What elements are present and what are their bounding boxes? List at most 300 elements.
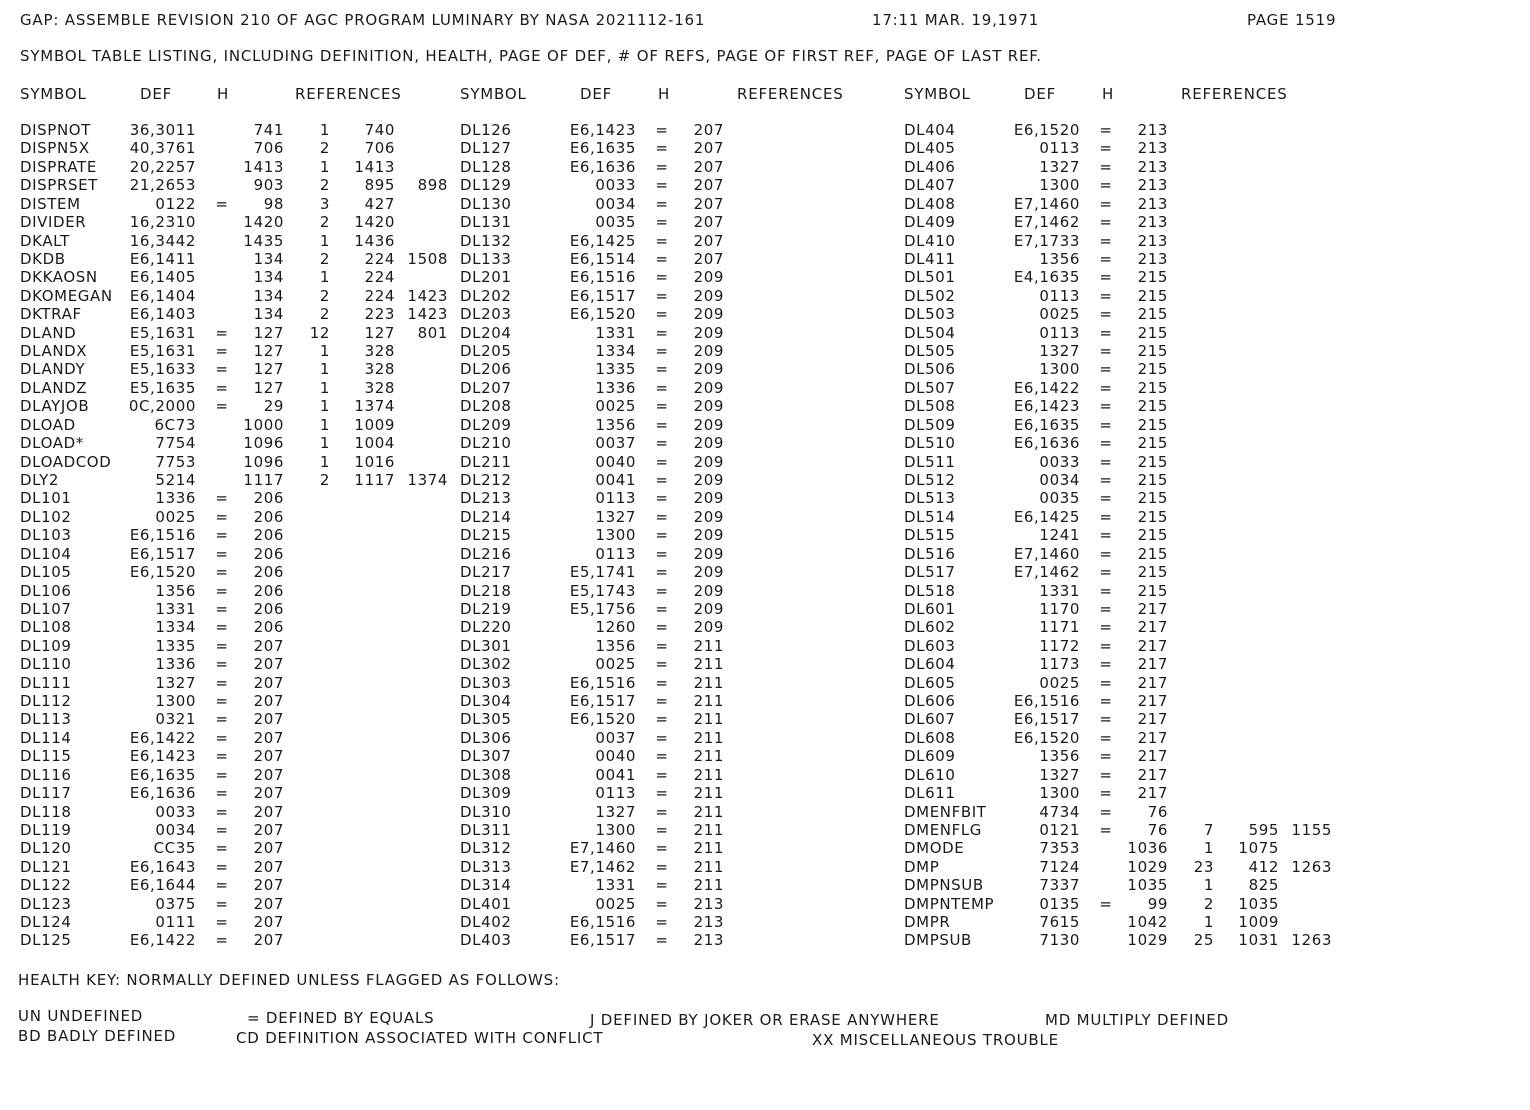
cell-ref-count: 2 [319, 213, 330, 232]
cell-symbol: DL406 [904, 157, 956, 176]
cell-def-page: 1036 [1127, 839, 1168, 858]
cell-health: = [215, 599, 229, 618]
cell-symbol: DL501 [904, 268, 956, 287]
cell-symbol: DL208 [460, 397, 512, 416]
cell-def: 7124 [1039, 857, 1080, 876]
cell-def: E6,1516 [129, 526, 196, 545]
cell-def-page: 206 [253, 563, 284, 582]
cell-first-ref: 1009 [1238, 913, 1279, 932]
cell-symbol: DL124 [20, 913, 72, 932]
cell-symbol: DL605 [904, 673, 956, 692]
cell-def-page: 209 [693, 563, 724, 582]
cell-symbol: DMPNSUB [904, 876, 984, 895]
cell-symbol: DL517 [904, 563, 956, 582]
cell-symbol: DL126 [460, 121, 512, 139]
cell-def-page: 207 [253, 913, 284, 932]
cell-def: 7353 [1039, 839, 1080, 858]
cell-first-ref: 328 [364, 342, 395, 361]
cell-health: = [655, 820, 669, 839]
cell-health: = [1099, 728, 1113, 747]
cell-symbol: DL511 [904, 452, 956, 471]
cell-health: = [655, 913, 669, 932]
cell-health: = [1099, 581, 1113, 600]
cell-health: = [1099, 213, 1113, 232]
col3-symbol-header: SYMBOL [904, 85, 971, 103]
cell-first-ref: 223 [364, 305, 395, 324]
cell-def: E6,1516 [569, 268, 636, 287]
health-key-badly: BD BADLY DEFINED [18, 1027, 177, 1045]
cell-def: 1300 [155, 692, 196, 711]
cell-health: = [215, 784, 229, 803]
cell-symbol: DL121 [20, 857, 72, 876]
cell-def-page: 134 [253, 249, 284, 268]
cell-def: E6,1422 [129, 931, 196, 950]
cell-def-page: 127 [253, 378, 284, 397]
cell-def: E6,1520 [1013, 728, 1080, 747]
cell-def-page: 207 [693, 249, 724, 268]
cell-def-page: 217 [1137, 784, 1168, 803]
cell-def: 0040 [595, 452, 636, 471]
health-key-conflict: CD DEFINITION ASSOCIATED WITH CONFLICT [236, 1029, 604, 1047]
cell-def: 1356 [1039, 747, 1080, 766]
cell-def: 7615 [1039, 913, 1080, 932]
cell-health: = [215, 857, 229, 876]
cell-ref-count: 1 [1203, 839, 1214, 858]
cell-def-page: 1096 [243, 452, 284, 471]
cell-health: = [655, 692, 669, 711]
cell-def-page: 209 [693, 599, 724, 618]
cell-symbol: DL219 [460, 599, 512, 618]
cell-def: 1327 [1039, 765, 1080, 784]
cell-symbol: DL214 [460, 507, 512, 526]
col1-def-header: DEF [140, 85, 173, 103]
cell-def: E6,1520 [1013, 121, 1080, 139]
cell-health: = [215, 876, 229, 895]
cell-symbol: DL209 [460, 415, 512, 434]
cell-symbol: DL104 [20, 544, 72, 563]
cell-health: = [655, 710, 669, 729]
cell-def-page: 209 [693, 581, 724, 600]
cell-symbol: DL210 [460, 434, 512, 453]
cell-def-page: 207 [253, 802, 284, 821]
cell-symbol: DL516 [904, 544, 956, 563]
cell-symbol: DLAND [20, 323, 77, 342]
cell-def-page: 215 [1137, 544, 1168, 563]
cell-ref-count: 1 [319, 121, 330, 139]
cell-def: E6,1423 [129, 747, 196, 766]
cell-symbol: DL503 [904, 305, 956, 324]
cell-def-page: 1000 [243, 415, 284, 434]
cell-health: = [655, 360, 669, 379]
cell-def-page: 213 [1137, 249, 1168, 268]
cell-symbol: DKDB [20, 249, 66, 268]
cell-def: E7,1460 [569, 839, 636, 858]
cell-health: = [215, 378, 229, 397]
cell-health: = [215, 323, 229, 342]
cell-symbol: DL507 [904, 378, 956, 397]
cell-def: E5,1741 [569, 563, 636, 582]
cell-symbol: DL206 [460, 360, 512, 379]
cell-def-page: 209 [693, 268, 724, 287]
cell-symbol: DL216 [460, 544, 512, 563]
cell-health: = [655, 728, 669, 747]
cell-first-ref: 1420 [354, 213, 395, 232]
col1-symbol-header: SYMBOL [20, 85, 87, 103]
cell-ref-count: 2 [319, 249, 330, 268]
cell-def: E5,1635 [129, 378, 196, 397]
cell-def-page: 207 [253, 765, 284, 784]
cell-def-page: 215 [1137, 268, 1168, 287]
cell-health: = [655, 176, 669, 195]
page-number: PAGE 1519 [1247, 11, 1337, 29]
cell-def-page: 207 [693, 213, 724, 232]
cell-def: E6,1520 [569, 305, 636, 324]
cell-health: = [655, 397, 669, 416]
cell-def: E6,1411 [129, 249, 196, 268]
cell-health: = [655, 599, 669, 618]
cell-def: E7,1460 [1013, 544, 1080, 563]
cell-first-ref: 1031 [1238, 931, 1279, 950]
cell-symbol: DL203 [460, 305, 512, 324]
cell-def-page: 217 [1137, 765, 1168, 784]
cell-health: = [655, 434, 669, 453]
cell-def-page: 211 [693, 636, 724, 655]
cell-ref-count: 2 [319, 176, 330, 195]
cell-def: 1356 [155, 581, 196, 600]
cell-def: CC35 [153, 839, 196, 858]
cell-def-page: 207 [253, 820, 284, 839]
cell-symbol: DL204 [460, 323, 512, 342]
cell-def-page: 206 [253, 544, 284, 563]
cell-def: 7753 [155, 452, 196, 471]
cell-def-page: 215 [1137, 378, 1168, 397]
cell-symbol: DLOAD* [20, 434, 84, 453]
cell-health: = [1099, 286, 1113, 305]
cell-def-page: 127 [253, 360, 284, 379]
cell-def-page: 1029 [1127, 857, 1168, 876]
cell-def: 1300 [1039, 176, 1080, 195]
cell-def-page: 206 [253, 526, 284, 545]
cell-health: = [655, 342, 669, 361]
cell-health: = [215, 360, 229, 379]
cell-symbol: DL410 [904, 231, 956, 250]
cell-first-ref: 224 [364, 286, 395, 305]
cell-symbol: DL506 [904, 360, 956, 379]
cell-def: 7337 [1039, 876, 1080, 895]
cell-ref-count: 1 [319, 415, 330, 434]
cell-symbol: DISTEM [20, 194, 81, 213]
cell-def: E6,1405 [129, 268, 196, 287]
cell-ref-count: 1 [319, 378, 330, 397]
cell-health: = [1099, 415, 1113, 434]
cell-def-page: 76 [1147, 820, 1168, 839]
cell-symbol: DMODE [904, 839, 965, 858]
cell-symbol: DL110 [20, 655, 72, 674]
cell-def-page: 209 [693, 360, 724, 379]
cell-def-page: 213 [1137, 121, 1168, 139]
cell-symbol: DMENFBIT [904, 802, 987, 821]
cell-def: 21,2653 [129, 176, 196, 195]
cell-health: = [215, 618, 229, 637]
cell-def: E5,1633 [129, 360, 196, 379]
cell-health: = [1099, 489, 1113, 508]
cell-symbol: DL306 [460, 728, 512, 747]
cell-def: E6,1517 [569, 931, 636, 950]
cell-ref-count: 1 [319, 268, 330, 287]
cell-first-ref: 224 [364, 268, 395, 287]
cell-last-ref: 1508 [407, 249, 448, 268]
cell-symbol: DL117 [20, 784, 72, 803]
cell-ref-count: 1 [319, 397, 330, 416]
cell-symbol: DMENFLG [904, 820, 982, 839]
cell-def: E6,1520 [129, 563, 196, 582]
cell-symbol: DISPRATE [20, 157, 97, 176]
cell-def: 1331 [155, 599, 196, 618]
cell-def: 1356 [595, 636, 636, 655]
cell-def-page: 207 [253, 839, 284, 858]
cell-symbol: DL132 [460, 231, 512, 250]
cell-def-page: 741 [253, 121, 284, 139]
cell-def: E6,1520 [569, 710, 636, 729]
cell-symbol: DL201 [460, 268, 512, 287]
cell-def-page: 215 [1137, 470, 1168, 489]
cell-health: = [655, 931, 669, 950]
cell-def-page: 207 [253, 673, 284, 692]
cell-def-page: 211 [693, 728, 724, 747]
cell-def-page: 215 [1137, 397, 1168, 416]
cell-first-ref: 1075 [1238, 839, 1279, 858]
cell-first-ref: 328 [364, 360, 395, 379]
cell-def-page: 1035 [1127, 876, 1168, 895]
cell-def-page: 207 [693, 176, 724, 195]
cell-first-ref: 1374 [354, 397, 395, 416]
cell-def-page: 207 [253, 747, 284, 766]
cell-last-ref: 1155 [1291, 820, 1332, 839]
cell-health: = [1099, 673, 1113, 692]
cell-def: 0034 [1039, 470, 1080, 489]
cell-health: = [1099, 249, 1113, 268]
cell-symbol: DL402 [460, 913, 512, 932]
cell-last-ref: 1263 [1291, 931, 1332, 950]
cell-health: = [1099, 470, 1113, 489]
cell-last-ref: 1423 [407, 305, 448, 324]
cell-def: 0113 [1039, 139, 1080, 158]
cell-symbol: DKALT [20, 231, 70, 250]
cell-def: 0121 [1039, 820, 1080, 839]
cell-def: 1260 [595, 618, 636, 637]
col3-references-header: REFERENCES [1181, 85, 1288, 103]
cell-symbol: DL513 [904, 489, 956, 508]
cell-health: = [655, 839, 669, 858]
cell-symbol: DL401 [460, 894, 512, 913]
cell-health: = [215, 913, 229, 932]
cell-health: = [1099, 139, 1113, 158]
cell-def-page: 211 [693, 802, 724, 821]
cell-def: E6,1516 [1013, 692, 1080, 711]
cell-symbol: DL211 [460, 452, 512, 471]
cell-symbol: DL602 [904, 618, 956, 637]
cell-symbol: DL111 [20, 673, 72, 692]
cell-symbol: DL114 [20, 728, 72, 747]
cell-health: = [655, 857, 669, 876]
cell-def-page: 211 [693, 820, 724, 839]
cell-first-ref: 706 [364, 139, 395, 158]
cell-def: 20,2257 [129, 157, 196, 176]
cell-def: E6,1425 [569, 231, 636, 250]
cell-def-page: 209 [693, 342, 724, 361]
cell-health: = [655, 784, 669, 803]
cell-def: 0041 [595, 765, 636, 784]
cell-health: = [1099, 894, 1113, 913]
cell-symbol: DMP [904, 857, 940, 876]
cell-def-page: 209 [693, 544, 724, 563]
cell-health: = [1099, 655, 1113, 674]
cell-def-page: 209 [693, 526, 724, 545]
cell-def: E6,1517 [129, 544, 196, 563]
cell-def: 0375 [155, 894, 196, 913]
cell-health: = [215, 636, 229, 655]
cell-def-page: 209 [693, 507, 724, 526]
cell-def-page: 207 [253, 894, 284, 913]
cell-def: E5,1631 [129, 342, 196, 361]
cell-def-page: 211 [693, 655, 724, 674]
cell-last-ref: 898 [417, 176, 448, 195]
cell-def-page: 207 [693, 139, 724, 158]
cell-symbol: DISPNOT [20, 121, 91, 139]
cell-symbol: DL129 [460, 176, 512, 195]
cell-symbol: DL514 [904, 507, 956, 526]
cell-symbol: DL106 [20, 581, 72, 600]
cell-health: = [655, 378, 669, 397]
cell-def-page: 903 [253, 176, 284, 195]
cell-symbol: DL604 [904, 655, 956, 674]
cell-def: E7,1462 [569, 857, 636, 876]
cell-def-page: 98 [263, 194, 284, 213]
cell-def-page: 217 [1137, 728, 1168, 747]
cell-def: E7,1733 [1013, 231, 1080, 250]
cell-def-page: 211 [693, 692, 724, 711]
cell-first-ref: 595 [1248, 820, 1279, 839]
cell-health: = [1099, 157, 1113, 176]
cell-health: = [1099, 526, 1113, 545]
cell-health: = [215, 397, 229, 416]
cell-health: = [215, 342, 229, 361]
cell-health: = [655, 157, 669, 176]
listing-description: SYMBOL TABLE LISTING, INCLUDING DEFINITION, HEALTH, PAGE OF DEF, # OF REFS, PAGE OF FIRST REF, PAGE OF LAST REF. [20, 47, 1042, 65]
cell-def-page: 211 [693, 747, 724, 766]
cell-health: = [655, 655, 669, 674]
cell-def-page: 213 [1137, 139, 1168, 158]
cell-def-page: 134 [253, 286, 284, 305]
cell-def: 4734 [1039, 802, 1080, 821]
cell-def-page: 206 [253, 581, 284, 600]
cell-def: 1327 [155, 673, 196, 692]
cell-def: 1331 [1039, 581, 1080, 600]
cell-symbol: DL218 [460, 581, 512, 600]
cell-def: 0037 [595, 728, 636, 747]
cell-def: 36,3011 [129, 121, 196, 139]
cell-def: 0113 [595, 544, 636, 563]
cell-def: 1327 [1039, 342, 1080, 361]
cell-def-page: 209 [693, 434, 724, 453]
cell-symbol: DL311 [460, 820, 512, 839]
col2-references-header: REFERENCES [737, 85, 844, 103]
cell-def-page: 206 [253, 489, 284, 508]
cell-first-ref: 740 [364, 121, 395, 139]
cell-first-ref: 1004 [354, 434, 395, 453]
cell-def-page: 207 [253, 728, 284, 747]
cell-symbol: DL202 [460, 286, 512, 305]
cell-def-page: 207 [693, 157, 724, 176]
cell-ref-count: 2 [319, 305, 330, 324]
cell-def-page: 215 [1137, 360, 1168, 379]
cell-def-page: 215 [1137, 526, 1168, 545]
cell-symbol: DL122 [20, 876, 72, 895]
cell-def-page: 207 [253, 857, 284, 876]
cell-ref-count: 2 [1203, 894, 1214, 913]
cell-def: E6,1636 [569, 157, 636, 176]
cell-health: = [655, 323, 669, 342]
cell-health: = [1099, 544, 1113, 563]
cell-symbol: DL109 [20, 636, 72, 655]
cell-symbol: DISPN5X [20, 139, 90, 158]
cell-def-page: 217 [1137, 710, 1168, 729]
cell-health: = [215, 581, 229, 600]
cell-health: = [655, 526, 669, 545]
cell-symbol: DLAYJOB [20, 397, 90, 416]
cell-def-page: 207 [253, 692, 284, 711]
cell-symbol: DISPRSET [20, 176, 98, 195]
cell-def-page: 127 [253, 342, 284, 361]
cell-health: = [215, 820, 229, 839]
cell-health: = [215, 747, 229, 766]
cell-health: = [215, 673, 229, 692]
cell-def: E6,1517 [569, 692, 636, 711]
cell-def-page: 213 [693, 894, 724, 913]
cell-def-page: 1413 [243, 157, 284, 176]
cell-health: = [655, 747, 669, 766]
cell-def-page: 217 [1137, 673, 1168, 692]
cell-def-page: 215 [1137, 507, 1168, 526]
cell-def: 1300 [595, 526, 636, 545]
cell-def-page: 213 [693, 931, 724, 950]
cell-first-ref: 224 [364, 249, 395, 268]
cell-def-page: 217 [1137, 692, 1168, 711]
cell-def-page: 207 [693, 231, 724, 250]
cell-def: E6,1635 [1013, 415, 1080, 434]
cell-health: = [215, 655, 229, 674]
cell-ref-count: 25 [1193, 931, 1214, 950]
cell-first-ref: 1436 [354, 231, 395, 250]
cell-symbol: DL505 [904, 342, 956, 361]
cell-def-page: 206 [253, 507, 284, 526]
cell-symbol: DL213 [460, 489, 512, 508]
cell-symbol: DL408 [904, 194, 956, 213]
cell-def: 1334 [595, 342, 636, 361]
cell-def-page: 206 [253, 618, 284, 637]
cell-health: = [1099, 194, 1113, 213]
cell-ref-count: 1 [319, 434, 330, 453]
cell-def-page: 215 [1137, 434, 1168, 453]
cell-def: E5,1743 [569, 581, 636, 600]
cell-def-page: 213 [1137, 213, 1168, 232]
cell-symbol: DL130 [460, 194, 512, 213]
cell-def-page: 209 [693, 452, 724, 471]
cell-health: = [215, 194, 229, 213]
cell-symbol: DL312 [460, 839, 512, 858]
cell-def-page: 215 [1137, 305, 1168, 324]
cell-health: = [1099, 176, 1113, 195]
